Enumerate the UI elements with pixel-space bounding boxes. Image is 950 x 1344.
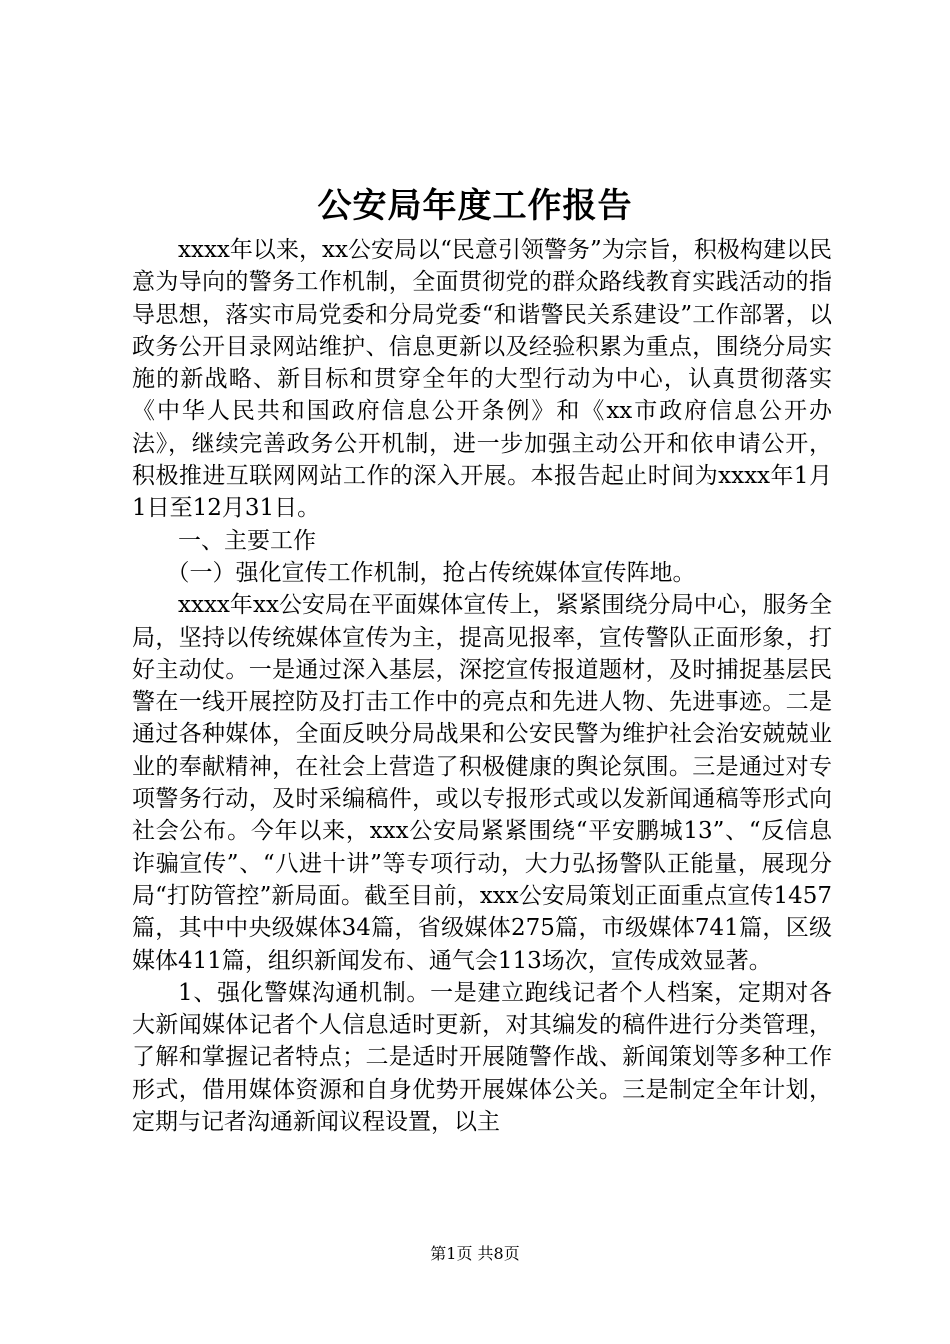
intro-paragraph: xxxx年以来，xx公安局以“民意引领警务”为宗旨，积极构建以民意为导向的警务工作机制，全面贯彻党的群众路线教育实践活动的指导思想，落实市局党委和分局党委“和谐警民关系建设”工作部署，以政务公开目录网站维护、信息更新以及经验积累为重点，围绕分局实施的新战略、新目标和贯穿全年的大型行动为中心，认真贯彻落实《中华人民共和国政府信息公开条例》和《xx市政府信息公开办法》，继续完善政务公开机制，进一步加强主动公开和依申请公开，积极推进互联网网站工作的深入开展。本报告起止时间为xxxx年1月1日至12月31日。 [132,237,832,522]
body-paragraph: xxxx年xx公安局在平面媒体宣传上，紧紧围绕分局中心，服务全局，坚持以传统媒体宣传为主，提高见报率，宣传警队正面形象，打好主动仗。一是通过深入基层，深挖宣传报道题材，及时捕捉基层民警在一线开展控防及打击工作中的亮点和先进人物、先进事迹。二是通过各种媒体，全面反映分局战果和公安民警为维护社会治安兢兢业业的奉献精神，在社会上营造了积极健康的舆论氛围。三是通过对专项警务行动，及时采编稿件，或以专报形式或以发新闻通稿等形式向社会公布。今年以来，xxx公安局紧紧围绕“平安鹏城13”、“反信息诈骗宣传”、“八进十讲”等专项行动，大力弘扬警队正能量，展现分局“打防管控”新局面。截至目前，xxx公安局策划正面重点宣传1457篇，其中中央级媒体34篇，省级媒体275篇，市级媒体741篇，区级媒体411篇，组织新闻发布、通气会113场次，宣传成效显著。 [132,592,832,974]
page-number-footer: 第1页 共8页 [430,1244,520,1263]
section-heading: 一、主要工作 [178,527,316,554]
subsection-heading: （一）强化宣传工作机制，抢占传统媒体宣传阵地。 [166,559,696,586]
document-body [132,234,832,1138]
document-title: 公安局年度工作报告 [317,186,633,226]
body-paragraph: 1、强化警媒沟通机制。一是建立跑线记者个人档案，定期对各大新闻媒体记者个人信息适时更新，对其编发的稿件进行分类管理，了解和掌握记者特点；二是适时开展随警作战、新闻策划等多种工作形式，借用媒体资源和自身优势开展媒体公关。三是制定全年计划，定期与记者沟通新闻议程设置，以主 [132,979,832,1136]
